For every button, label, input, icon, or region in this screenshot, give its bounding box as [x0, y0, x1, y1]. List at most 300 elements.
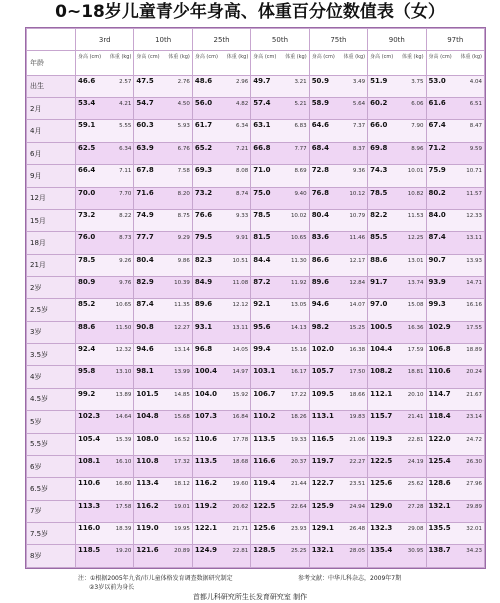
- weight-value: 21.67: [466, 391, 482, 398]
- height-value: 119.3: [370, 434, 393, 443]
- height-value: 86.6: [311, 255, 329, 264]
- weight-value: 7.90: [411, 123, 424, 130]
- weight-value: 18.12: [174, 481, 190, 488]
- weight-value: 21.41: [407, 414, 424, 421]
- height-header: 身高 (cm): [194, 54, 218, 61]
- weight-value: 24.72: [466, 436, 482, 443]
- height-value: 48.6: [194, 76, 213, 85]
- value-cell: [76, 433, 134, 455]
- value-cell: [368, 277, 426, 299]
- value-cell: [192, 277, 250, 299]
- weight-value: 10.65: [115, 302, 132, 309]
- height-value: 135.5: [428, 523, 451, 532]
- height-value: 108.0: [136, 434, 159, 443]
- weight-value: 13.93: [466, 257, 482, 264]
- weight-value: 10.82: [407, 190, 424, 197]
- weight-value: 5.55: [119, 123, 132, 130]
- value-cell: [368, 254, 426, 276]
- height-value: 49.7: [253, 76, 271, 85]
- height-value: 83.6: [311, 233, 329, 242]
- height-value: 85.2: [78, 300, 96, 309]
- age-cell: 9月: [27, 165, 76, 187]
- height-value: 125.9: [311, 501, 334, 510]
- height-value: 80.9: [78, 278, 96, 286]
- value-cell: [426, 545, 484, 568]
- value-cell: [426, 344, 484, 366]
- height-value: 102.9: [428, 322, 451, 331]
- value-cell: [134, 455, 192, 477]
- height-value: 62.5: [78, 143, 96, 152]
- weight-value: 12.12: [232, 302, 249, 309]
- height-value: 73.2: [78, 210, 96, 219]
- value-cell: [368, 388, 426, 410]
- weight-value: 17.32: [174, 458, 190, 465]
- weight-value: 3.49: [352, 78, 366, 85]
- height-value: 91.7: [370, 278, 388, 286]
- age-cell: 4月: [27, 120, 76, 142]
- height-value: 51.9: [370, 76, 388, 85]
- table-row: [27, 478, 485, 500]
- height-value: 74.3: [370, 166, 388, 175]
- weight-value: 4.82: [236, 101, 249, 108]
- height-value: 50.9: [311, 76, 329, 85]
- value-cell: [368, 232, 426, 254]
- value-cell: [134, 545, 192, 568]
- value-cell: [309, 142, 367, 164]
- weight-value: 34.23: [466, 548, 482, 555]
- value-cell: [134, 75, 192, 97]
- value-cell: [251, 187, 309, 209]
- age-cell: 4.5岁: [27, 388, 76, 410]
- table-row: [27, 277, 485, 299]
- value-cell: [192, 455, 250, 477]
- weight-value: 15.16: [290, 347, 307, 354]
- height-value: 66.4: [78, 166, 96, 175]
- value-cell: [309, 500, 367, 522]
- weight-header: 体重 (kg): [401, 54, 424, 61]
- value-cell: [192, 75, 250, 97]
- weight-value: 7.58: [177, 168, 190, 175]
- table-row: [27, 321, 485, 343]
- value-cell: [76, 500, 134, 522]
- height-value: 75.9: [428, 166, 446, 175]
- value-cell: [426, 455, 484, 477]
- age-cell: 7.5岁: [27, 522, 76, 544]
- value-cell: [76, 411, 134, 433]
- weight-value: 13.10: [115, 369, 132, 376]
- value-cell: [426, 98, 484, 120]
- notes: [78, 573, 498, 591]
- height-value: 110.6: [428, 367, 451, 376]
- weight-value: 19.33: [290, 436, 307, 443]
- value-cell: [368, 500, 426, 522]
- height-header: 身高 (cm): [370, 54, 394, 61]
- weight-value: 19.60: [232, 481, 249, 488]
- weight-value: 18.68: [232, 458, 249, 465]
- weight-value: 14.07: [349, 302, 366, 309]
- height-value: 128.5: [253, 546, 276, 555]
- weight-value: 17.58: [115, 503, 132, 510]
- height-value: 115.7: [370, 412, 393, 421]
- height-value: 59.1: [78, 121, 96, 130]
- value-cell: [368, 455, 426, 477]
- weight-value: 25.25: [290, 548, 307, 555]
- height-value: 122.7: [311, 479, 334, 488]
- value-cell: [76, 455, 134, 477]
- height-value: 81.5: [253, 233, 271, 242]
- value-cell: [309, 545, 367, 568]
- table-row: [27, 299, 485, 321]
- weight-value: 9.86: [177, 257, 190, 264]
- value-cell: [426, 522, 484, 544]
- value-cell: [134, 388, 192, 410]
- height-value: 116.0: [78, 523, 101, 532]
- height-value: 116.2: [194, 479, 217, 488]
- height-value: 101.5: [136, 389, 159, 398]
- height-value: 128.6: [428, 479, 451, 488]
- weight-value: 6.51: [469, 101, 482, 108]
- weight-value: 21.44: [290, 481, 307, 488]
- weight-value: 22.81: [232, 548, 249, 555]
- age-cell: 2岁: [27, 277, 76, 299]
- height-value: 110.8: [136, 456, 159, 465]
- weight-value: 30.95: [407, 548, 424, 555]
- weight-value: 17.50: [349, 369, 366, 376]
- height-value: 70.0: [78, 188, 96, 197]
- age-column-header: 年龄: [27, 51, 76, 75]
- measure-header: [251, 51, 309, 75]
- weight-value: 11.35: [174, 302, 190, 309]
- height-value: 87.2: [253, 278, 271, 286]
- weight-value: 13.11: [232, 324, 249, 331]
- weight-value: 9.91: [236, 235, 249, 242]
- weight-value: 8.73: [119, 235, 132, 242]
- page-title: 0~18岁儿童青少年身高、体重百分位数值表（女）: [55, 2, 445, 22]
- height-value: 53.4: [78, 99, 96, 108]
- value-cell: [426, 277, 484, 299]
- table-row: [27, 522, 485, 544]
- value-cell: [134, 277, 192, 299]
- weight-value: 18.81: [407, 369, 424, 376]
- value-cell: [134, 299, 192, 321]
- height-value: 124.9: [194, 546, 217, 555]
- height-value: 92.4: [78, 345, 96, 354]
- value-cell: [251, 344, 309, 366]
- weight-value: 8.22: [119, 212, 132, 219]
- height-value: 108.1: [78, 456, 101, 465]
- weight-value: 9.29: [177, 235, 190, 242]
- height-value: 82.3: [194, 255, 213, 264]
- weight-value: 12.25: [407, 235, 424, 242]
- value-cell: [309, 209, 367, 231]
- table-row: [27, 344, 485, 366]
- value-cell: [192, 388, 250, 410]
- weight-value: 14.71: [466, 280, 482, 286]
- weight-value: 10.02: [290, 212, 307, 219]
- value-cell: [76, 299, 134, 321]
- value-cell: [368, 142, 426, 164]
- height-value: 125.4: [428, 456, 451, 465]
- weight-value: 11.08: [232, 280, 249, 286]
- age-cell: 21月: [27, 254, 76, 276]
- weight-value: 29.89: [466, 503, 482, 510]
- age-cell: 8岁: [27, 545, 76, 568]
- weight-value: 2.76: [177, 78, 190, 85]
- value-cell: [309, 411, 367, 433]
- weight-value: 10.01: [407, 168, 424, 175]
- value-cell: [192, 545, 250, 568]
- height-value: 132.3: [370, 523, 393, 532]
- value-cell: [426, 75, 484, 97]
- height-value: 113.1: [311, 412, 334, 421]
- height-value: 61.6: [428, 99, 446, 108]
- weight-value: 11.57: [466, 190, 482, 197]
- value-cell: [134, 98, 192, 120]
- weight-value: 20.24: [466, 369, 482, 376]
- weight-value: 21.06: [349, 436, 366, 443]
- note-2: ②3岁以前为身长: [89, 584, 135, 591]
- value-cell: [134, 321, 192, 343]
- height-value: 57.4: [253, 99, 271, 108]
- weight-value: 5.93: [177, 123, 190, 130]
- weight-value: 15.68: [174, 414, 190, 421]
- weight-value: 3.21: [294, 78, 307, 85]
- weight-value: 8.69: [294, 168, 307, 175]
- value-cell: [251, 321, 309, 343]
- value-cell: [192, 120, 250, 142]
- weight-value: 12.84: [349, 280, 366, 286]
- percentile-header: 3rd: [76, 29, 134, 51]
- weight-value: 10.39: [174, 280, 190, 286]
- height-value: 94.6: [136, 345, 154, 354]
- height-value: 125.6: [370, 479, 393, 488]
- value-cell: [368, 321, 426, 343]
- value-cell: [309, 187, 367, 209]
- weight-header: 体重 (kg): [109, 54, 132, 61]
- height-value: 113.5: [253, 434, 276, 443]
- weight-value: 22.64: [290, 503, 307, 510]
- measure-header: [192, 51, 250, 75]
- value-cell: [368, 98, 426, 120]
- value-cell: [134, 165, 192, 187]
- height-value: 105.7: [311, 367, 334, 376]
- height-value: 92.1: [253, 300, 271, 309]
- weight-value: 20.37: [290, 458, 307, 465]
- value-cell: [76, 142, 134, 164]
- value-cell: [309, 277, 367, 299]
- height-value: 85.5: [370, 233, 388, 242]
- weight-value: 13.01: [407, 257, 424, 264]
- table-row: [27, 75, 485, 97]
- value-cell: [251, 277, 309, 299]
- height-value: 89.6: [311, 278, 329, 286]
- height-value: 122.5: [253, 501, 276, 510]
- weight-value: 15.25: [349, 324, 366, 331]
- height-header: 身高 (cm): [311, 54, 335, 61]
- height-value: 66.8: [253, 143, 271, 152]
- height-value: 107.3: [194, 412, 217, 421]
- value-cell: [309, 165, 367, 187]
- weight-value: 9.33: [236, 212, 249, 219]
- table-row: [27, 455, 485, 477]
- measure-header: [368, 51, 426, 75]
- value-cell: [134, 478, 192, 500]
- height-header: 身高 (cm): [428, 54, 452, 61]
- weight-value: 27.96: [466, 481, 482, 488]
- value-cell: [309, 366, 367, 388]
- age-cell: 6.5岁: [27, 478, 76, 500]
- height-value: 114.7: [428, 389, 451, 398]
- height-value: 102.3: [78, 412, 101, 421]
- weight-value: 7.11: [119, 168, 132, 175]
- age-cell: 15月: [27, 209, 76, 231]
- weight-value: 12.17: [349, 257, 366, 264]
- value-cell: [134, 411, 192, 433]
- weight-value: 13.99: [174, 369, 190, 376]
- value-cell: [192, 411, 250, 433]
- value-cell: [368, 545, 426, 568]
- weight-value: 6.83: [294, 123, 307, 130]
- percentile-table: [25, 27, 486, 569]
- table-row: [27, 165, 485, 187]
- height-value: 78.5: [78, 255, 96, 264]
- weight-header: 体重 (kg): [226, 54, 249, 61]
- value-cell: [368, 209, 426, 231]
- height-value: 129.0: [370, 501, 393, 510]
- value-cell: [309, 299, 367, 321]
- weight-value: 10.71: [466, 168, 482, 175]
- weight-value: 12.27: [174, 324, 190, 331]
- value-cell: [192, 232, 250, 254]
- height-value: 122.5: [370, 456, 393, 465]
- height-value: 113.4: [136, 479, 159, 488]
- weight-value: 26.48: [349, 525, 366, 532]
- value-cell: [251, 366, 309, 388]
- weight-value: 8.08: [236, 168, 249, 175]
- value-cell: [309, 522, 367, 544]
- weight-value: 16.84: [232, 414, 249, 421]
- height-value: 61.7: [194, 121, 213, 130]
- value-cell: [134, 522, 192, 544]
- weight-value: 4.21: [119, 101, 132, 108]
- weight-value: 9.40: [294, 190, 307, 197]
- height-value: 87.4: [428, 233, 446, 242]
- weight-value: 8.47: [469, 123, 482, 130]
- value-cell: [368, 366, 426, 388]
- value-cell: [192, 299, 250, 321]
- age-cell: 3.5岁: [27, 344, 76, 366]
- value-cell: [192, 142, 250, 164]
- weight-value: 10.65: [290, 235, 307, 242]
- value-cell: [309, 98, 367, 120]
- weight-value: 17.22: [290, 391, 307, 398]
- percentile-header: 90th: [368, 29, 426, 51]
- percentile-header: 25th: [192, 29, 250, 51]
- value-cell: [309, 232, 367, 254]
- height-value: 108.2: [370, 367, 393, 376]
- value-cell: [76, 388, 134, 410]
- height-value: 125.6: [253, 523, 276, 532]
- height-value: 90.7: [428, 255, 446, 264]
- weight-value: 11.46: [349, 235, 366, 242]
- height-value: 100.4: [194, 367, 217, 376]
- height-value: 54.7: [136, 99, 154, 108]
- table-row: [27, 187, 485, 209]
- value-cell: [76, 478, 134, 500]
- height-value: 113.3: [78, 501, 101, 510]
- value-cell: [368, 478, 426, 500]
- weight-value: 21.71: [232, 525, 249, 532]
- height-value: 110.6: [194, 434, 217, 443]
- value-cell: [251, 98, 309, 120]
- weight-value: 9.59: [469, 145, 482, 152]
- height-value: 116.5: [311, 434, 334, 443]
- table-row: [27, 366, 485, 388]
- value-cell: [309, 478, 367, 500]
- measure-header: [426, 51, 484, 75]
- value-cell: [251, 165, 309, 187]
- weight-value: 13.14: [174, 347, 190, 354]
- weight-value: 25.62: [407, 481, 424, 488]
- value-cell: [76, 75, 134, 97]
- value-cell: [192, 321, 250, 343]
- age-cell: 6月: [27, 142, 76, 164]
- height-value: 47.5: [136, 76, 154, 85]
- height-value: 118.5: [78, 546, 101, 555]
- height-value: 75.0: [253, 188, 271, 197]
- value-cell: [426, 209, 484, 231]
- height-value: 58.9: [311, 99, 329, 108]
- height-value: 76.0: [78, 233, 96, 242]
- value-cell: [192, 344, 250, 366]
- height-value: 135.4: [370, 546, 393, 555]
- weight-value: 16.80: [115, 481, 132, 488]
- weight-value: 8.74: [236, 190, 249, 197]
- weight-value: 8.96: [411, 145, 424, 152]
- value-cell: [426, 411, 484, 433]
- value-cell: [134, 120, 192, 142]
- weight-value: 24.94: [349, 503, 366, 510]
- value-cell: [251, 120, 309, 142]
- height-value: 90.8: [136, 322, 154, 331]
- value-cell: [134, 254, 192, 276]
- value-cell: [426, 254, 484, 276]
- value-cell: [192, 478, 250, 500]
- measure-header: [76, 51, 134, 75]
- weight-value: 17.59: [407, 347, 424, 354]
- height-value: 119.0: [136, 523, 159, 532]
- weight-value: 19.95: [174, 525, 190, 532]
- weight-value: 10.51: [232, 257, 249, 264]
- height-value: 67.4: [428, 121, 446, 130]
- weight-value: 3.75: [411, 78, 424, 85]
- height-value: 102.0: [311, 345, 334, 354]
- weight-header: 体重 (kg): [285, 54, 307, 61]
- weight-header: 体重 (kg): [168, 54, 190, 61]
- height-value: 118.4: [428, 412, 451, 421]
- height-value: 121.6: [136, 546, 159, 555]
- measure-header: [134, 51, 192, 75]
- value-cell: [251, 500, 309, 522]
- value-cell: [134, 433, 192, 455]
- value-cell: [76, 522, 134, 544]
- value-cell: [192, 98, 250, 120]
- height-value: 95.6: [253, 322, 271, 331]
- weight-value: 18.66: [349, 391, 366, 398]
- height-value: 116.6: [253, 456, 276, 465]
- height-value: 78.5: [253, 210, 271, 219]
- height-value: 88.6: [370, 255, 388, 264]
